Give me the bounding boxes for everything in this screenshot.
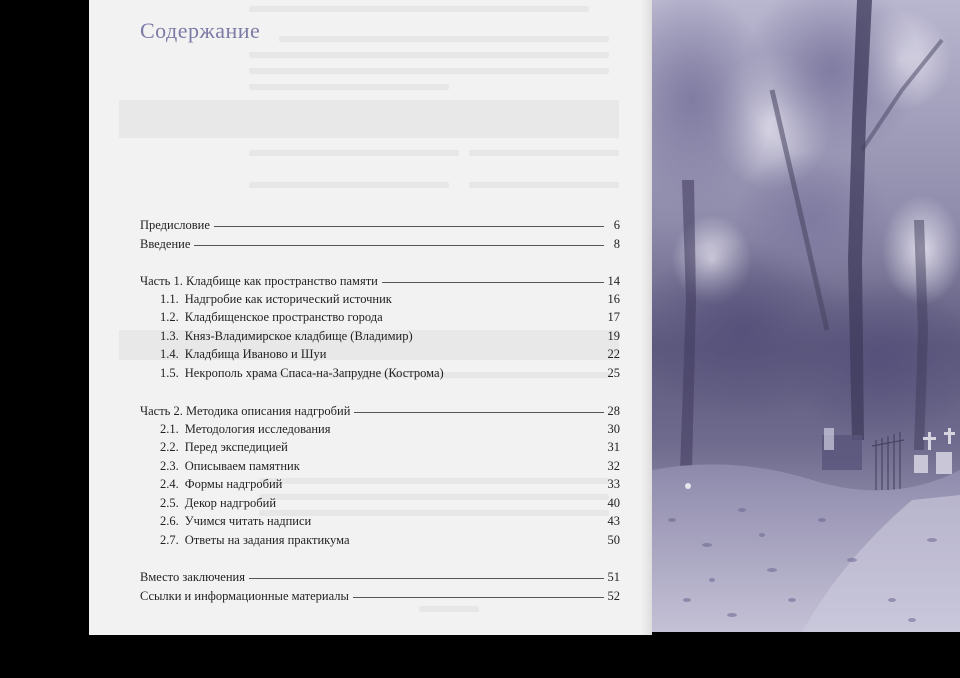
toc-entry (140, 583, 620, 602)
toc-entry (140, 268, 620, 287)
small-marker (685, 483, 691, 489)
page-title: Содержание (140, 18, 261, 43)
toc-entry-text: Кладбища Иваново и Шуи (184, 346, 327, 361)
toc-leader-line (353, 596, 604, 598)
toc-entry-text: Методология исследования (184, 421, 331, 436)
toc-leader-line (382, 281, 604, 283)
show-through (249, 52, 609, 58)
toc-page-number: 40 (607, 495, 620, 510)
show-through-image (119, 100, 619, 138)
toc-subentry (140, 304, 620, 323)
toc-entry-label: Ссылки и информационные материалы (140, 588, 349, 603)
toc-page-number: 31 (607, 439, 620, 454)
toc-entry-text: Кладбищенское пространство города (184, 309, 383, 324)
toc-page-number: 30 (607, 421, 620, 436)
toc-page-number: 6 (613, 217, 620, 232)
toc-leader-space (354, 541, 604, 542)
toc-entry-label: Введение (140, 236, 191, 251)
toc-entry-number: 2.2. (160, 439, 179, 454)
toc-subentry (140, 434, 620, 453)
toc-leader-space (315, 522, 603, 523)
toc-subentry (140, 286, 620, 305)
toc-subentry (140, 508, 620, 527)
toc-page-number: 51 (607, 569, 620, 584)
toc-entry-label: Вместо заключения (140, 569, 245, 584)
toc-subentry (140, 471, 620, 490)
toc-leader-line (249, 577, 604, 579)
toc-subentry (140, 360, 620, 379)
toc-entry-text: Учимся читать надписи (184, 513, 312, 528)
toc-entry-number: 2.4. (160, 476, 179, 491)
toc-entry-text: Перед экспедицией (184, 439, 288, 454)
toc-entry-number: 1.3. (160, 328, 179, 343)
toc-page-number: 16 (607, 291, 620, 306)
toc-leader-space (304, 467, 604, 468)
toc-entry-number: 2.5. (160, 495, 179, 510)
toc-leader-space (396, 300, 604, 301)
show-through (469, 182, 619, 188)
toc-leader-space (280, 504, 603, 505)
toc-subentry (140, 416, 620, 435)
toc-entry-text: Декор надгробий (184, 495, 277, 510)
toc-leader-space (286, 485, 603, 486)
toc-entry-text: Надгробие как исторический источник (184, 291, 392, 306)
cemetery-photo (652, 0, 960, 632)
toc-page-number: 19 (607, 328, 620, 343)
grave-crosses (923, 428, 955, 450)
toc-entry-number: 1.4. (160, 346, 179, 361)
toc-entry-number: 2.7. (160, 532, 179, 547)
toc-page-number: 43 (607, 513, 620, 528)
toc-entry-number: 1.1. (160, 291, 179, 306)
show-through (249, 182, 449, 188)
toc-entry-number: 2.6. (160, 513, 179, 528)
toc-entry-label (140, 348, 326, 361)
headstone (824, 428, 834, 450)
toc-leader-space (330, 355, 603, 356)
toc-entry-text: Ответы на задания практикума (184, 532, 350, 547)
toc-entry-label (140, 478, 282, 491)
toc-entry-text: Описываем памятник (184, 458, 300, 473)
toc-leader-space (417, 337, 604, 338)
toc-subentry (140, 490, 620, 509)
photo-illustration (652, 0, 960, 632)
headstone (936, 452, 952, 474)
toc-entry-label (140, 367, 444, 380)
toc-entry (140, 564, 620, 583)
toc-entry-text: Княз‑Владимирское кладбище (Владимир) (184, 328, 413, 343)
toc-entry-label (140, 311, 383, 324)
toc-leader-line (354, 411, 603, 413)
toc-entry-number: 1.2. (160, 309, 179, 324)
toc-page-number: 25 (607, 365, 620, 380)
toc-page-number: 32 (607, 458, 620, 473)
toc-page-number: 28 (607, 403, 620, 418)
toc-entry-text: Некрополь храма Спаса‑на‑Запрудне (Кострома) (184, 365, 444, 380)
show-through (279, 36, 609, 42)
toc-entry-label (140, 515, 311, 528)
toc-entry-number: 1.5. (160, 365, 179, 380)
show-through (249, 150, 459, 156)
toc-entry-label (140, 441, 288, 454)
toc-subentry (140, 323, 620, 342)
toc-leader-space (335, 430, 604, 431)
toc-page-number: 8 (613, 236, 620, 251)
toc-entry-text: Формы надгробий (184, 476, 283, 491)
toc-subentry (140, 527, 620, 546)
toc-entry-number: 2.3. (160, 458, 179, 473)
toc-page-number: 52 (607, 588, 620, 603)
toc-page-number: 33 (607, 476, 620, 491)
toc-leader-line (194, 244, 604, 246)
toc-page-number: 50 (607, 532, 620, 547)
toc-leader-line (214, 225, 604, 227)
headstone (914, 455, 928, 473)
toc-entry (140, 398, 620, 417)
show-through (249, 68, 609, 74)
toc-page-number: 22 (607, 346, 620, 361)
toc-entry-label: Предисловие (140, 217, 210, 232)
toc-leader-space (387, 318, 604, 319)
toc-leader-space (292, 448, 604, 449)
show-through (249, 6, 589, 12)
toc-leader-space (448, 374, 604, 375)
toc-entry-label: Часть 2. Методика описания надгробий (140, 403, 351, 418)
show-through (419, 606, 479, 612)
toc-subentry (140, 341, 620, 360)
toc-subentry (140, 453, 620, 472)
toc-page-number: 17 (607, 309, 620, 324)
show-through (249, 84, 449, 90)
show-through (469, 150, 619, 156)
toc-entry (140, 231, 620, 250)
toc-entry-number: 2.1. (160, 421, 179, 436)
iron-fence (872, 432, 904, 490)
toc-entry-label: Часть 1. Кладбище как пространство памяти (140, 273, 378, 288)
toc-page-number: 14 (607, 273, 620, 288)
left-page (89, 0, 652, 635)
toc-entry-label (140, 534, 350, 547)
toc-entry (140, 212, 620, 231)
